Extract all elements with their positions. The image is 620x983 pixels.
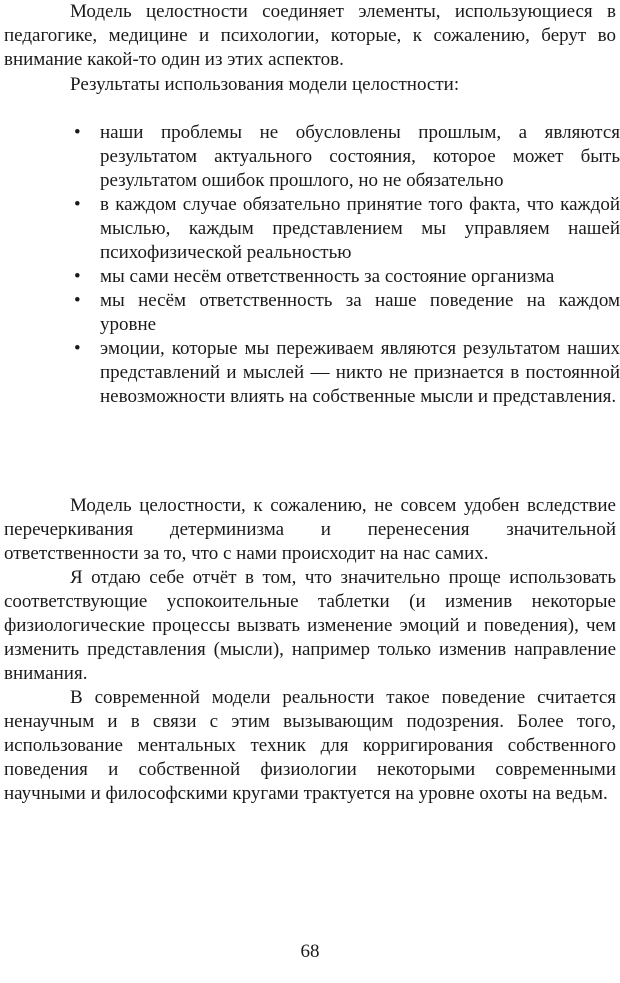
body-section	[4, 494, 616, 806]
intro-paragraph: Модель целостности соединяет элементы, использующиеся в педагогике, медицине и психологии, которые, к сожалению, берут во внимание какой-то один из этих аспектов.	[4, 1, 616, 70]
book-page	[4, 0, 620, 983]
list-item-text: наши проблемы не обусловлены прошлым, а являются результатом актуального состояния, которое может быть результатом ошибок прошлого, но не обязательно	[100, 122, 620, 191]
results-heading: Результаты использования модели целостности:	[70, 74, 460, 95]
body-paragraph: Модель целостности, к сожалению, не совсем удобен вследствие перечеркивания детерминизма и перенесения значительной ответственности за то, что с нами происходит на нас самих.	[4, 495, 616, 564]
list-item	[74, 265, 620, 289]
body-paragraph: В современной модели реальности такое поведение считается ненаучным и в связи с этим вызывающим подозрения. Более того, использование ментальных техник для корригирования собственного поведения и собственной физиологии некоторыми современными научными и философскими кругами трактуется на уровне охоты на ведьм.	[4, 687, 616, 804]
bullet-icon: •	[74, 122, 81, 143]
body-paragraph: Я отдаю себе отчёт в том, что значительно проще использовать соответствующие успокоительные таблетки (и изменив некоторые физиологические процессы вызвать изменение эмоций и поведения), чем изменить представления (мысли), например только изменив направление внимания.	[4, 567, 616, 684]
bullet-icon: •	[74, 338, 81, 359]
list-item-text: мы несём ответственность за наше поведение на каждом уровне	[100, 290, 620, 335]
list-item	[74, 337, 620, 409]
list-item-text: мы сами несём ответственность за состояние организма	[100, 266, 555, 287]
intro-section	[4, 0, 616, 72]
list-item	[74, 193, 620, 265]
bullet-icon: •	[74, 290, 81, 311]
list-item-text: в каждом случае обязательно принятие того факта, что каждой мыслью, каждым представлением мы управляем нашей психофизической реальностью	[100, 194, 620, 263]
results-list	[74, 121, 620, 409]
list-item-text: эмоции, которые мы переживаем являются результатом наших представлений и мыслей — никто не признается в постоянной невозможности влиять на собственные мысли и представления.	[100, 338, 620, 407]
list-item	[74, 121, 620, 193]
bullet-icon: •	[74, 266, 81, 287]
bullet-icon: •	[74, 194, 81, 215]
list-item	[74, 289, 620, 337]
page-number: 68	[300, 941, 320, 962]
